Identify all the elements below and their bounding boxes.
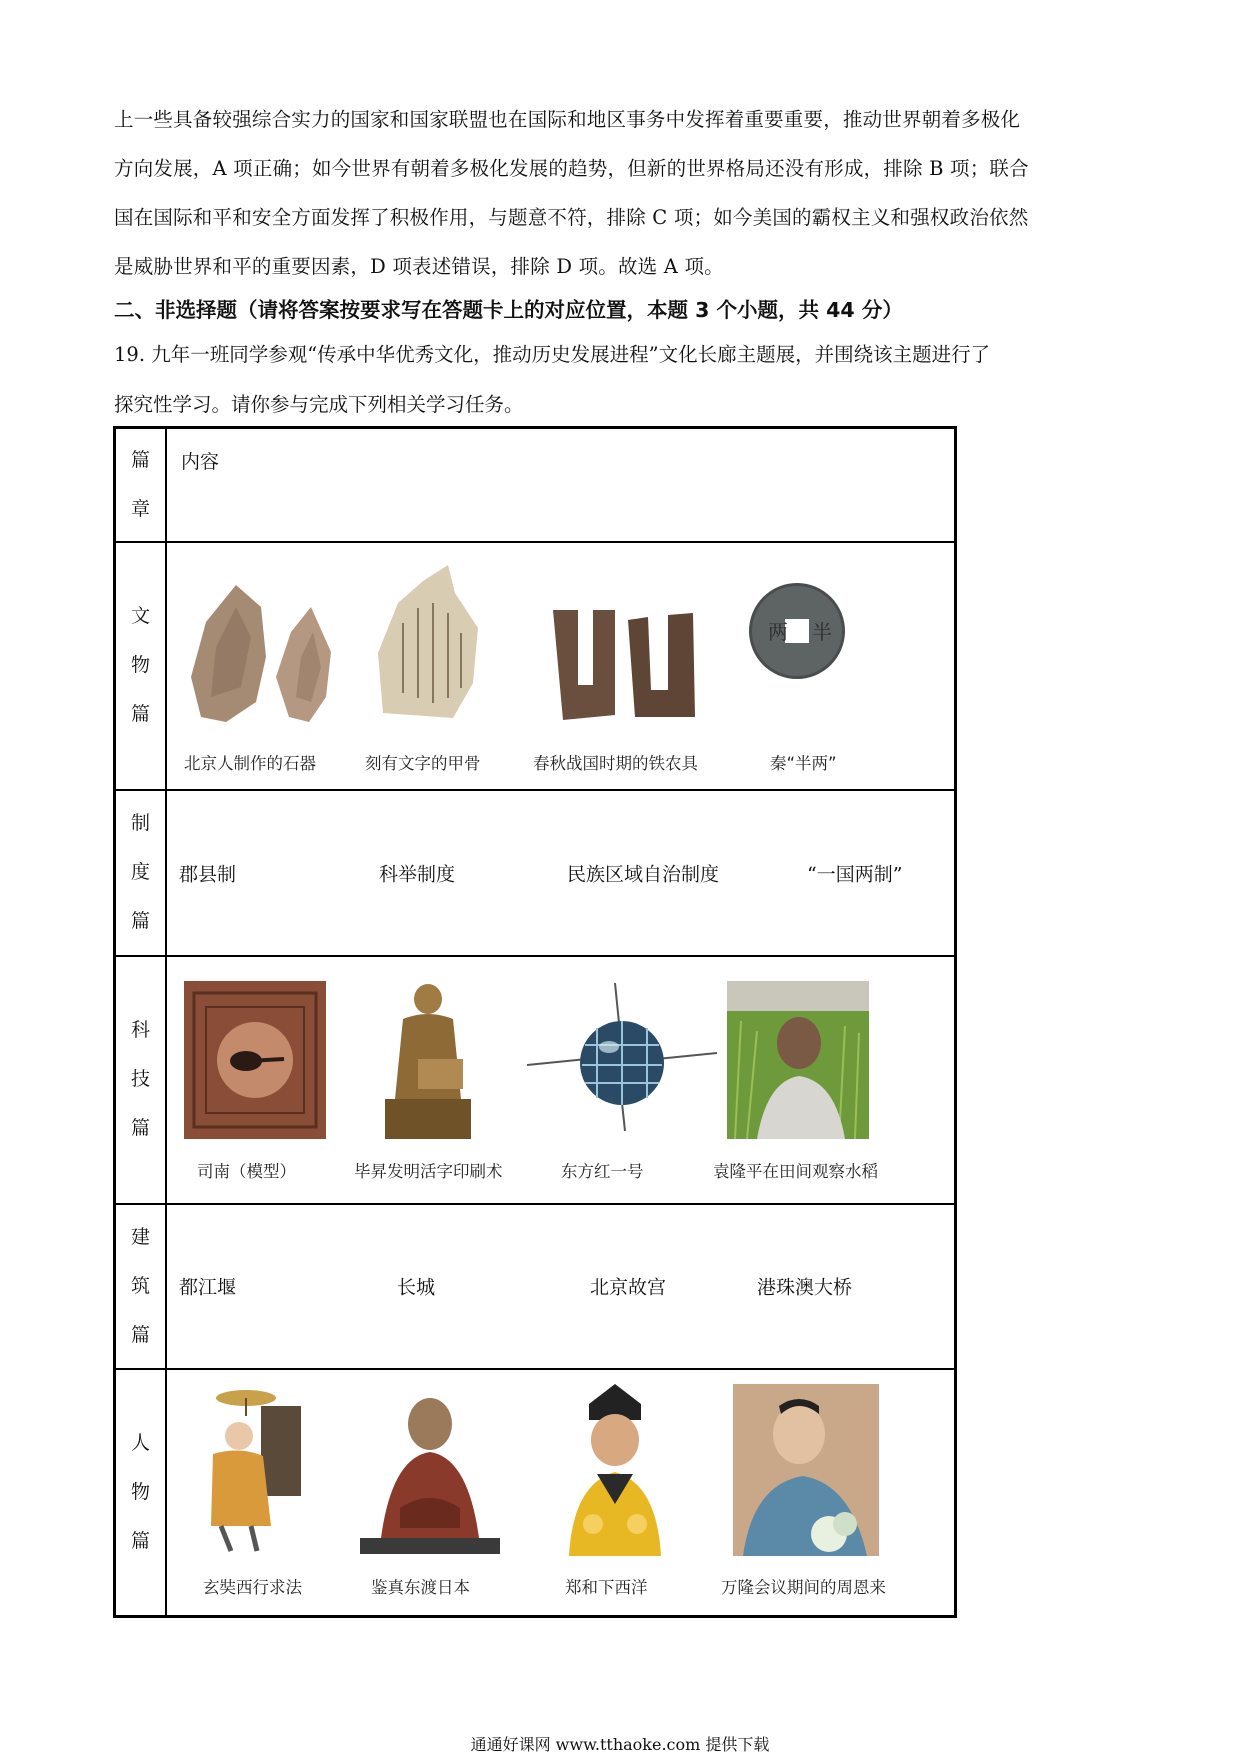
item-great-wall: 长城 [397, 1276, 436, 1299]
category-label [131, 799, 151, 946]
zhou-enlai-image [733, 1384, 879, 1556]
category-char: 篇 [130, 703, 150, 725]
item-hzmb: 港珠澳大桥 [757, 1276, 853, 1299]
category-cell [115, 1204, 167, 1369]
exhibit-table [113, 426, 957, 1618]
technology-content [166, 956, 956, 1204]
table-row-figures [115, 1369, 956, 1617]
caption-zhenghe: 郑和下西洋 [565, 1577, 648, 1597]
category-char: 科 [130, 1019, 150, 1041]
item-one-country-two-systems: “一国两制” [807, 863, 903, 885]
jianzhen-statue-image [350, 1388, 510, 1556]
institutions-content [166, 790, 956, 956]
category-char: 篇 [130, 910, 150, 932]
relics-content [166, 542, 956, 790]
content-header-label: 内容 [181, 451, 220, 473]
oracle-bone-image [373, 563, 488, 723]
coin-glyph-right: 半 [812, 619, 832, 644]
section-heading: 二、非选择题（请将答案按要求写在答题卡上的对应位置，本题 3 个小题，共 44 分） [114, 298, 903, 322]
table-row-relics [115, 542, 956, 790]
question-19 [114, 330, 1134, 430]
category-label [131, 592, 151, 739]
category-cell [115, 790, 167, 956]
item-prefecture-county: 郡县制 [179, 863, 237, 885]
bisheng-statue-image [373, 979, 483, 1141]
item-dujiangyan: 都江堰 [179, 1276, 237, 1299]
category-char: 人 [130, 1431, 150, 1454]
caption-zhou-enlai: 万隆会议期间的周恩来 [721, 1577, 886, 1597]
architecture-content [166, 1204, 956, 1369]
paragraph-line: 国在国际和平和安全方面发挥了积极作用，与题意不符，排除 C 项；如今美国的霸权主义和强权政治依然 [114, 206, 1029, 229]
category-cell [115, 956, 167, 1204]
relics-image-row [167, 543, 954, 789]
category-char: 物 [130, 1480, 150, 1503]
category-char: 建 [130, 1225, 150, 1248]
category-cell [115, 1369, 167, 1617]
figures-image-row [167, 1370, 954, 1616]
table-row-architecture [115, 1204, 956, 1369]
category-cell [115, 428, 167, 542]
caption-yuan-longping: 袁隆平在田间观察水稻 [713, 1161, 878, 1181]
xuanzang-image [191, 1386, 311, 1556]
iron-farm-tools-image [543, 605, 713, 725]
answer-explanation-paragraph [114, 95, 1134, 291]
table-header-row [115, 428, 956, 542]
category-char: 物 [130, 654, 150, 676]
item-forbidden-city: 北京故宫 [590, 1276, 667, 1299]
caption-xuanzang: 玄奘西行求法 [203, 1577, 302, 1597]
table-row-institutions [115, 790, 956, 956]
stone-tools-image [181, 577, 346, 727]
caption-jianzhen: 鉴真东渡日本 [371, 1577, 470, 1597]
category-char: 筑 [130, 1274, 150, 1297]
technology-image-row [167, 957, 954, 1203]
category-char: 制 [130, 812, 150, 834]
paragraph-line: 是威胁世界和平的重要因素，D 项表述错误，排除 D 项。故选 A 项。 [114, 255, 724, 278]
category-label [131, 1419, 151, 1566]
compass-image [184, 981, 326, 1139]
dongfanghong-satellite-image [527, 983, 717, 1133]
institutions-text-row [167, 791, 954, 955]
paragraph-line: 方向发展，A 项正确；如今世界有朝着多极化发展的趋势，但新的世界格局还没有形成，排除 B 项；联合 [114, 157, 1029, 180]
category-char: 技 [130, 1068, 150, 1090]
item-imperial-exam: 科举制度 [379, 863, 456, 885]
caption-compass: 司南（模型） [197, 1161, 296, 1181]
category-char: 章 [130, 497, 150, 520]
figures-content [166, 1369, 956, 1617]
zhenghe-image [549, 1384, 681, 1556]
item-regional-autonomy: 民族区域自治制度 [567, 863, 720, 885]
caption-banliang: 秦“半两” [770, 753, 837, 773]
page-footer: 通通好课网 www.tthaoke.com 提供下载 [470, 1735, 770, 1754]
category-char: 篇 [130, 1117, 150, 1139]
category-cell [115, 542, 167, 790]
caption-oracle-bone: 刻有文字的甲骨 [365, 753, 481, 773]
caption-stone-tools: 北京人制作的石器 [184, 753, 316, 773]
content-header-cell [166, 428, 956, 542]
category-label [131, 436, 151, 534]
question-line: 探究性学习。请你参与完成下列相关学习任务。 [114, 393, 524, 416]
caption-iron-tools: 春秋战国时期的铁农具 [533, 753, 698, 773]
coin-glyph-left: 两 [768, 619, 788, 644]
category-char: 文 [130, 605, 150, 627]
table-row-technology [115, 956, 956, 1204]
yuan-longping-image [727, 981, 869, 1139]
category-label [131, 1006, 151, 1153]
category-char: 篇 [130, 448, 150, 471]
caption-bisheng: 毕昇发明活字印刷术 [354, 1161, 503, 1181]
caption-satellite: 东方红一号 [561, 1161, 644, 1181]
architecture-text-row [167, 1205, 954, 1368]
paragraph-line: 上一些具备较强综合实力的国家和国家联盟也在国际和地区事务中发挥着重要重要，推动世界朝着多极化 [114, 108, 1021, 131]
question-line: 19. 九年一班同学参观“传承中华优秀文化，推动历史发展进程”文化长廊主题展，并围绕该主题进行了 [114, 343, 991, 366]
category-label [131, 1213, 151, 1360]
category-char: 篇 [130, 1323, 150, 1346]
category-char: 度 [130, 861, 150, 883]
banliang-coin-image [747, 581, 847, 681]
category-char: 篇 [130, 1529, 150, 1552]
